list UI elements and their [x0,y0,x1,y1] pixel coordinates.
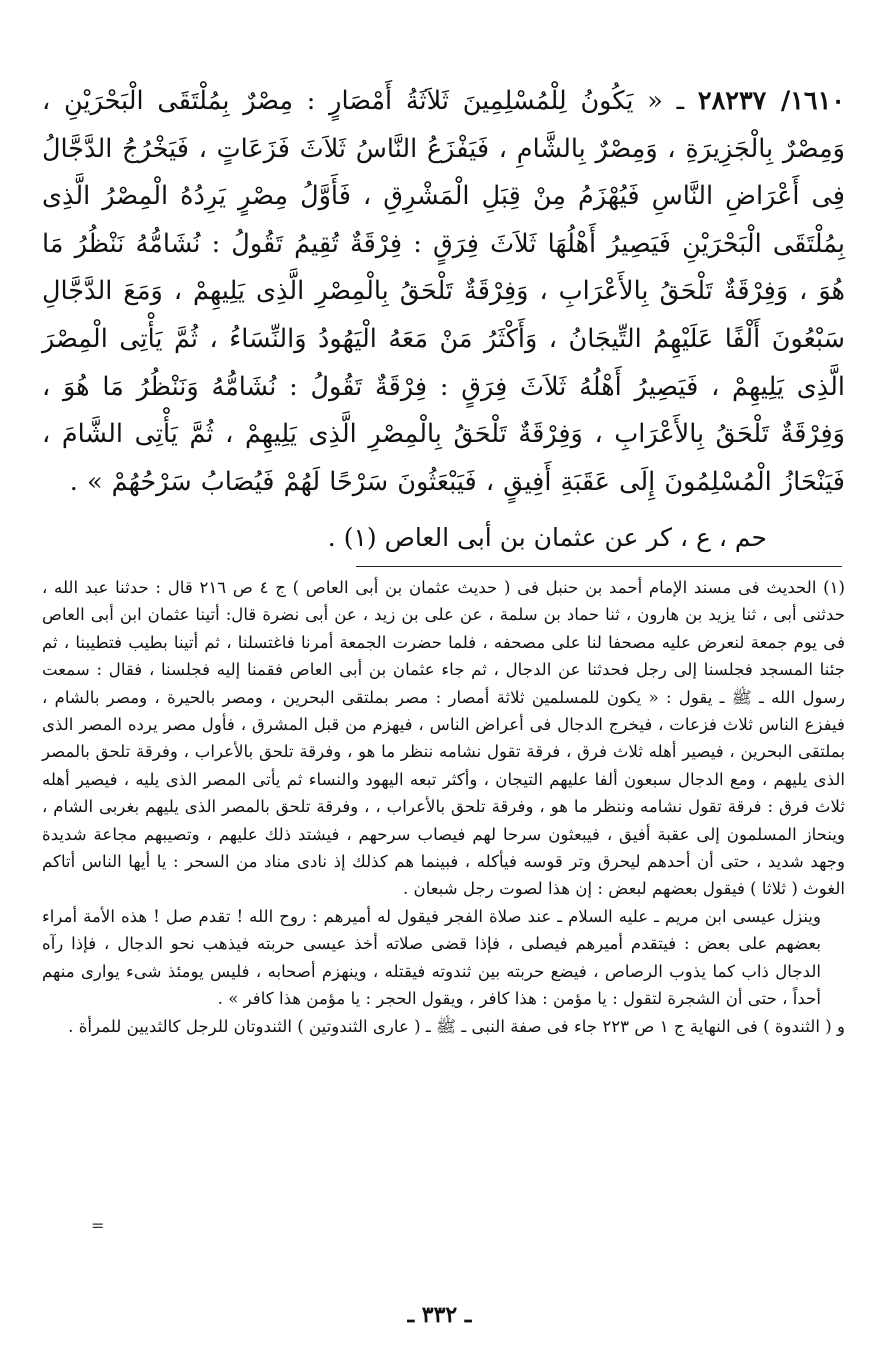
hadith-number: ١٦١٠/ ٢٨٢٣٧ [697,86,845,116]
footnotes [42,574,845,1040]
hadith-paragraph [42,78,845,506]
footnote-separator [356,566,842,567]
footnote-paragraph: وينزل عيسى ابن مريم ـ عليه السلام ـ عند صلاة الفجر فيقول له أميرهم : روح الله ! تقدم صل ! هذه الأمة أمراء بعضهم على بعض : فيتقدم أميرهم فيصلى ، فإذا قضى صلاته أخذ عيسى حربته فيذهب نحو الدجال ، فإذا رآه الدجال ذاب كما يذوب الرصاص ، فيضع حربته بين ثندوته فيقتله ، وينهزم أصحابه ، فليس يومئذ شىء يوارى منهم أحداً ، حتى أن الشجرة لتقول : يا مؤمن : هذا كافر ، ويقول الحجر : يا مؤمن هذا كافر » . [42,906,821,1009]
hadith-source: حم ، ع ، كر عن عثمان بن أبى العاص (١) . [327,523,767,553]
page-number: ـ ٣٣٢ ـ [407,1302,472,1328]
continuation-mark: = [91,1216,105,1235]
footnote-paragraph: (١) الحديث فى مسند الإمام أحمد بن حنبل فى ( حديث عثمان بن أبى العاص ) ج ٤ ص ٢١٦ قال : حدثنا عبد الله ، حدثنى أبى ، ثنا يزيد بن هارون ، ثنا حماد بن سلمة ، عن على بن زيد ، عن أبى نضرة قال: أتينا عثمان ابن أبى العاص فى يوم جمعة لنعرض عليه مصحفا لنا على مصحفه ، فلما حضرت الجمعة أمرنا فاغتسلنا ، ثم أتينا بطيب فتطيبنا ، ثم جئنا المسجد فجلسنا إلى رجل فحدثنا عن الدجال ، ثم جاء عثمان بن أبى العاص فقمنا إليه فجلسنا ، فقال : سمعت رسول الله ـ ﷺ ـ يقول : « يكون للمسلمين ثلاثة أمصار : مصر بملتقى البحرين ، ومصر بالحيرة ، ومصر بالشام ، فيفزع الناس ثلاث فزعات ، فيخرج الدجال فى أعراض الناس ، فيهزم من قبل المشرق ، فأول مصر يرده المصر الذى بملتقى البحرين ، فيصير أهله ثلاث فرق ، فرقة تقول نشامه ننظر ما هو ، وفرقة تلحق بالأعراب ، وفرقة تلحق بالمصر الذى يليهم ، ومع الدجال سبعون ألفا عليهم التيجان ، وأكثر تبعه اليهود والنساء ثم يأتى المصر الذى يليه ، فيصير أهله ثلاث فرق : فرقة تقول نشامه وننظر ما هو ، وفرقة تلحق بالأعراب ، ، وفرقة تلحق بالمصر الذى يليهم بغربى الشام ، وينحاز المسلمون إلى عقبة أفيق ، فيبعثون سرحا لهم فيصاب سرحهم ، فيشتد ذلك عليهم ، وتصيبهم مجاعة شديدة وجهد شديد ، حتى أن أحدهم ليحرق وتر قوسه فيأكله ، فبينما هم كذلك إذ نادى مناد من السحر : يا أيها الناس أتاكم الغوث ( ثلاثا ) فيقول بعضهم لبعض : إن هذا لصوت رجل شبعان . [42,578,845,899]
footnote-paragraph: و ( الثندوة ) فى النهاية ج ١ ص ٢٢٣ جاء فى صفة النبى ـ ﷺ ـ ( عارى الثندوتين ) الثندوتان للرجل كالثديين للمرأة . [68,1016,845,1036]
hadith-text: ـ « يَكُونُ لِلْمُسْلِمِينَ ثَلاَثَةُ أَمْصَارٍ : مِصْرٌ بِمُلْتَقَى الْبَحْرَيْنِ ، وَمِصْرٌ بِالْجَزِيرَةِ ، وَمِصْرٌ بِالشَّامِ ، فَيَفْزَعُ النَّاسُ ثَلاَثَ فَزَعَاتٍ ، فَيَخْرُجُ الدَّجَّالُ فِى أَعْرَاضِ النَّاسِ فَيُهْزَمُ مِنْ قِبَلِ الْمَشْرِقِ ، فَأَوَّلُ مِصْرٍ يَرِدُهُ الْمِصْرُ الَّذِى بِمُلْتَقَى الْبَحْرَيْنِ فَيَصِيرُ أَهْلُهَا ثَلاَثَ فِرَقٍ : فِرْقَةٌ تُقِيمُ تَقُولُ : نُشَامُّهُ نَنْظُرُ مَا هُوَ ، وَفِرْقَةٌ تَلْحَقُ بِالأَعْرَابِ ، وَفِرْقَةٌ تَلْحَقُ بِالْمِصْرِ الَّذِى يَلِيهِمْ ، وَمَعَ الدَّجَّالِ سَبْعُونَ أَلْفًا عَلَيْهِمُ التِّيجَانُ ، وَأَكْثَرُ مَنْ مَعَهُ الْيَهُودُ وَالنِّسَاءُ ، ثُمَّ يَأْتِى الْمِصْرَ الَّذِى يَلِيهِمْ ، فَيَصِيرُ أَهْلُهُ ثَلاَثَ فِرَقٍ : فِرْقَةٌ تَقُولُ : نُشَامُّهُ وَنَنْظُرُ مَا هُوَ ، وَفِرْقَةٌ تَلْحَقُ بِالأَعْرَابِ ، وَفِرْقَةٌ تَلْحَقُ بِالْمِصْرِ الَّذِى يَلِيهِمْ ، ثُمَّ يَأْتِى الشَّامَ ، فَيَنْحَازُ الْمُسْلِمُونَ إِلَى عَقَبَةِ أَفِيقٍ ، فَيَبْعَثُونَ سَرْحًا لَهُمْ فَيُصَابُ سَرْحُهُمْ » . [42,86,845,497]
